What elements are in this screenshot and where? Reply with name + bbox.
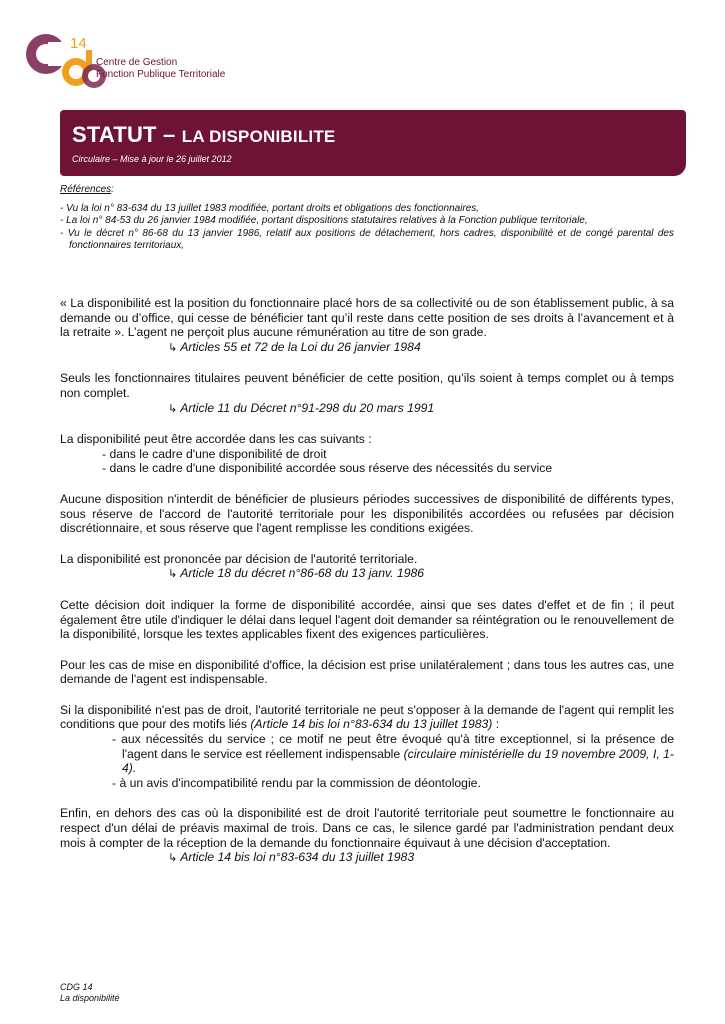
paragraph-successive: Aucune disposition n'interdit de bénéficier de plusieurs périodes successives de disponibilité de différents types, sous réserve de l'accord de l'autorité territoriale pour les disponibilités accordées ou refusées par décision discrétionnaire, et sous réserve que l'agent remplisse les conditions exigées. (60, 491, 674, 536)
page-title (72, 122, 335, 148)
title-subject: LA DISPONIBILITE (181, 127, 336, 146)
org-name (96, 57, 225, 81)
reference-item: - La loi n° 84-53 du 26 janvier 1984 modifiée, portant dispositions statutaires relatives à la Fonction publique territoriale, (60, 215, 588, 226)
logo-number: 14 (70, 35, 87, 52)
paragraph-text: Seuls les fonctionnaires titulaires peuvent bénéficier de cette position, qu’ils soient à temps complet ou à temps non complet. (60, 371, 674, 400)
list-item (112, 732, 674, 776)
paragraph-notice (60, 806, 674, 865)
legal-reference-text: Article 18 du décret n°86-68 du 13 janv. 1986 (180, 566, 425, 581)
legal-reference (60, 850, 674, 866)
reference-item: - Vu la loi n° 83-634 du 13 juillet 1983 modifiée, portant droits et obligations des fonctionnaires, (60, 202, 480, 214)
references-title-suffix: : (111, 184, 114, 195)
document-body (60, 296, 674, 882)
paragraph-eligibility (60, 371, 674, 416)
legal-reference-text: Article 11 du Décret n°91-298 du 20 mars 1991 (180, 400, 435, 415)
title-statut: STATUT – (72, 122, 176, 147)
paragraph-refusal (60, 703, 674, 791)
reference-item: - Vu le décret n° 86-68 du 13 janvier 1986, relatif aux positions de détachement, hors cadres, disponibilité et de congé parental des fonctionnaires territoriaux, (60, 227, 674, 251)
paragraph-text: La disponibilité peut être accordée dans les cas suivants : (60, 432, 372, 447)
paragraph-text: « La disponibilité est la position du fonctionnaire placé hors de sa collectivité ou de son établissement public, à sa demande ou d’office, qui cesse de bénéficier tant qu’il reste dans cette position de ses droits à l’avancement et à la retraite ». L’agent ne perçoit plus aucune rémunération au titre de son grade. (60, 296, 674, 340)
list-item: - à un avis d'incompatibilité rendu par la commission de déontologie. (112, 775, 481, 790)
refusal-list (60, 732, 674, 790)
title-banner (60, 110, 686, 176)
references-title: Références (60, 184, 112, 195)
arrow-icon: ↳ (168, 402, 178, 415)
legal-reference-text: Articles 55 et 72 de la Loi du 26 janvier 1984 (180, 339, 421, 354)
footer-line-2: La disponibilité (60, 993, 120, 1003)
arrow-icon: ↳ (168, 568, 178, 581)
paragraph-text-end: : (492, 717, 500, 732)
references-section (60, 184, 674, 253)
org-line-2: Fonction Publique Territoriale (96, 69, 226, 80)
footer-line-1: CDG 14 (60, 982, 93, 992)
paragraph-text: Si la disponibilité n'est pas de droit, l'autorité territoriale ne peut s'opposer à la demande de l'agent qui remplit les conditions que pour des motifs liés (60, 702, 674, 732)
arrow-icon: ↳ (168, 341, 178, 354)
paragraph-decision (60, 552, 674, 582)
paragraph-text: La disponibilité est prononcée par décision de l'autorité territoriale. (60, 551, 418, 566)
paragraph-cases (60, 432, 674, 476)
inline-reference: (Article 14 bis loi n°83-634 du 13 juillet 1983) (250, 717, 493, 732)
paragraph-definition (60, 296, 674, 355)
list-item-text: - aux nécessités du service ; ce motif ne peut être évoqué qu'à titre exceptionnel, si la présence de l'agent dans le service est réellement indispensable (112, 732, 674, 761)
page-footer (60, 982, 120, 1004)
paragraph-decision-content: Cette décision doit indiquer la forme de disponibilité accordée, ainsi que ses dates d'effet et de fin ; il peut également être utile d'indiquer le délai dans lequel l'agent doit demander sa réintégration ou le renouvellement de la disponibilité, lorsque les textes applicables fixent des exigences particulières. (60, 597, 674, 642)
org-line-1: Centre de Gestion (96, 57, 178, 68)
paragraph-text: Enfin, en dehors des cas où la disponibilité est de droit l'autorité territoriale peut soumettre le fonctionnaire au respect d'un délai de préavis maximal de trois. Dans ce cas, le silence gardé par l'administration pendant deux mois à compter de la réception de la demande du fonctionnaire équivaut à une décision d'acceptation. (60, 806, 674, 850)
cases-list (60, 447, 674, 476)
list-item: - dans le cadre d'une disponibilité de droit (102, 446, 327, 461)
inline-reference: (circulaire ministérielle du 19 novembre 2009, I, 1-4). (122, 746, 674, 776)
arrow-icon: ↳ (168, 852, 178, 865)
paragraph-office: Pour les cas de mise en disponibilité d'office, la décision est prise unilatéralement ; dans tous les autres cas, une demande de l'agent est indispensable. (60, 657, 674, 687)
legal-reference (60, 401, 674, 417)
page-subtitle: Circulaire – Mise à jour le 26 juillet 2012 (72, 154, 232, 164)
list-item: - dans le cadre d'une disponibilité accordée sous réserve des nécessités du service (102, 461, 553, 476)
legal-reference (60, 340, 674, 356)
legal-reference (60, 566, 674, 582)
legal-reference-text: Article 14 bis loi n°83-634 du 13 juillet 1983 (180, 850, 415, 865)
